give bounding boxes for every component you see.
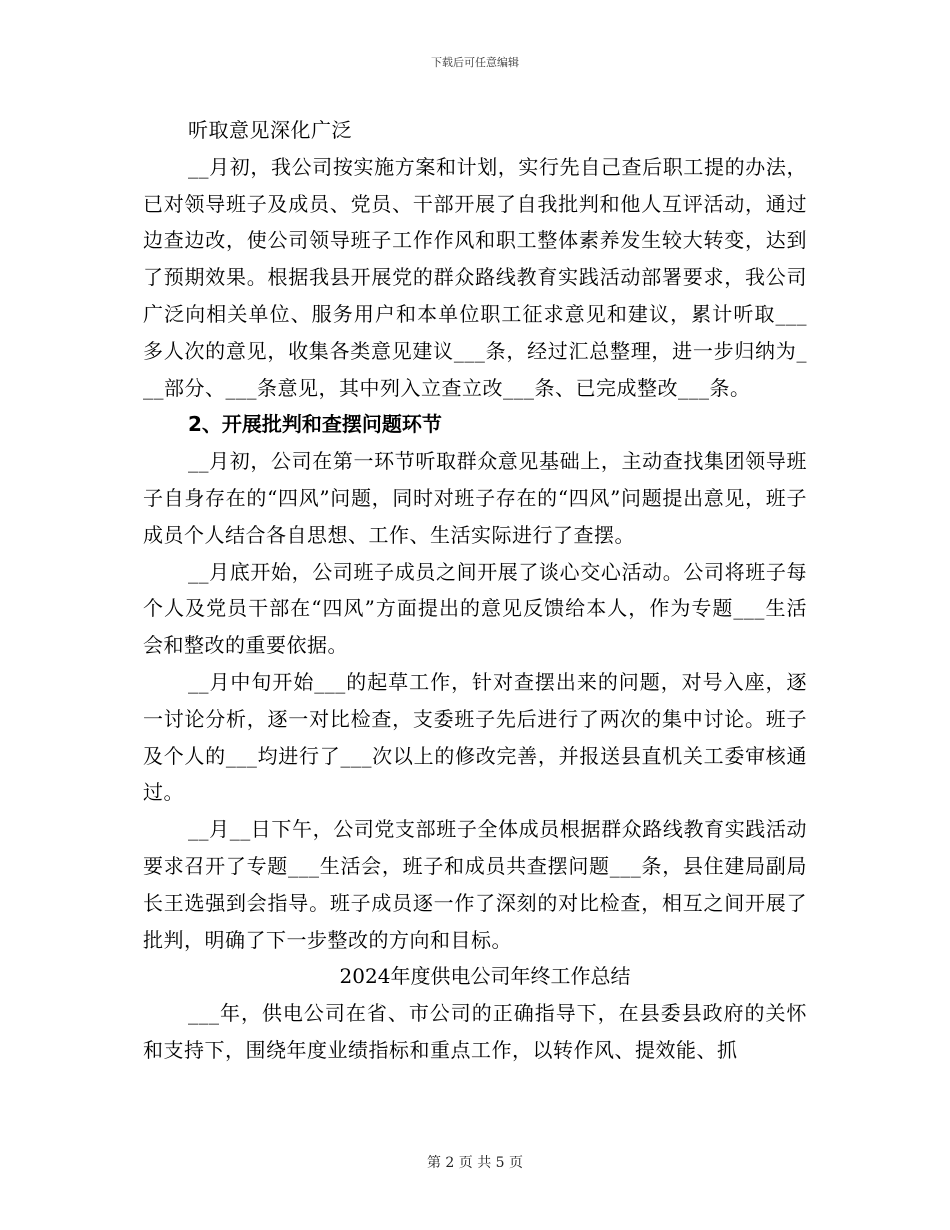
page-header: 下载后可任意编辑 xyxy=(431,56,519,69)
document-title: 2024年度供电公司年终工作总结 xyxy=(339,964,631,989)
section-heading: 2、开展批判和查摆问题环节 xyxy=(188,412,442,437)
paragraph-3: __月初，公司在第一环节听取群众意见基础上，主动查找集团领导班子自身存在的“四风”问题，同时对班子存在的“四风”问题提出意见，班子成员个人结合各自思想、工作、生活实际进行了查摆。 xyxy=(143,449,807,547)
paragraph-6: __月__日下午，公司党支部班子全体成员根据群众路线教育实践活动要求召开了专题___生活会，班子和成员共查摆问题___条，县住建局副局长王选强到会指导。班子成员逐一作了深刻的对比检查，相互之间开展了批判，明确了下一步整改的方向和目标。 xyxy=(143,817,807,952)
paragraph-2: __月初，我公司按实施方案和计划，实行先自己查后职工提的办法，已对领导班子及成员、党员、干部开展了自我批判和他人互评活动，通过边查边改，使公司领导班子工作作风和职工整体素养发生较大转变，达到了预期效果。根据我县开展党的群众路线教育实践活动部署要求，我公司广泛向相关单位、服务用户和本单位职工征求意见和建议，累计听取___多人次的意见，收集各类意见建议___条，经过汇总整理，进一步归纳为___部分、___条意见，其中列入立查立改___条、已完成整改___条。 xyxy=(143,154,807,400)
paragraph-5: __月中旬开始___的起草工作，针对查摆出来的问题，对号入座，逐一讨论分析，逐一对比检查，支委班子先后进行了两次的集中讨论。班子及个人的___均进行了___次以上的修改完善，并报送县直机关工委审核通过。 xyxy=(143,669,807,805)
paragraph-7: ___年，供电公司在省、市公司的正确指导下，在县委县政府的关怀和支持下，围绕年度业绩指标和重点工作，以转作风、提效能、抓 xyxy=(143,1001,807,1062)
document-body xyxy=(143,112,807,1069)
paragraph-1: 听取意见深化广泛 xyxy=(188,118,352,142)
paragraph-4: __月底开始，公司班子成员之间开展了谈心交心活动。公司将班子每个人及党员干部在“四风”方面提出的意见反馈给本人，作为专题___生活会和整改的重要依据。 xyxy=(143,559,807,658)
page-footer: 第 2 页 共 5 页 xyxy=(426,1155,524,1171)
